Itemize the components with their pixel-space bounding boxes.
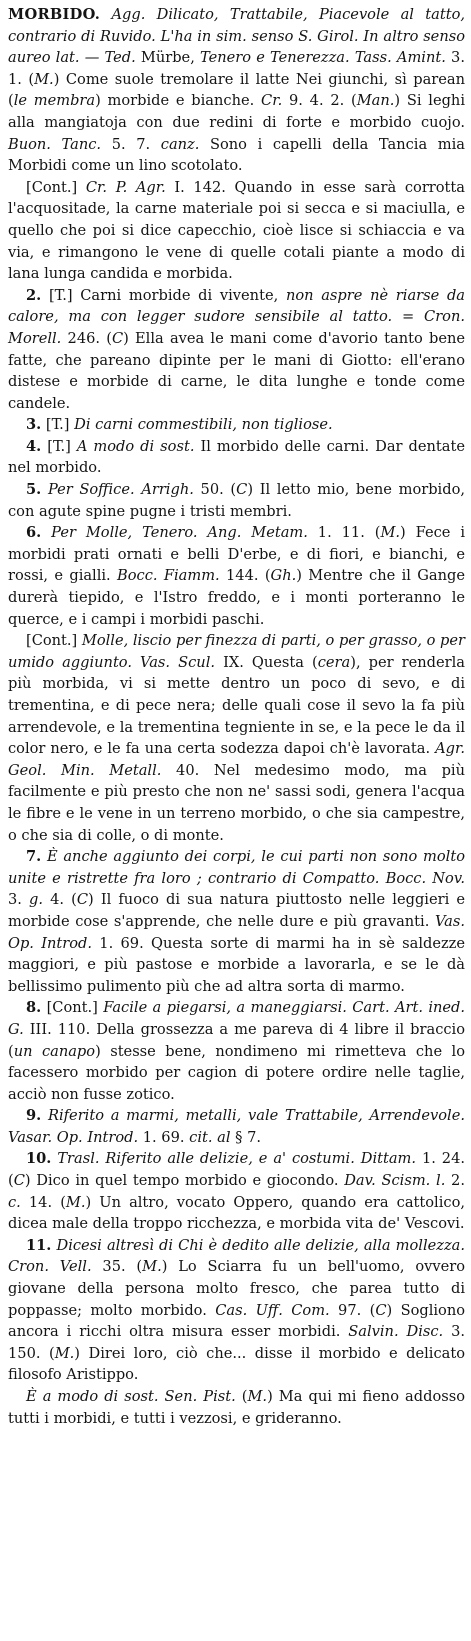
sense-4 xyxy=(8,436,465,479)
text-segment: ) Fece i morbidi prati ornati e belli D'erbe, e di fiori, e bianchi, e rossi, e gialli. xyxy=(8,524,466,585)
text-segment: ) Ma qui mi fieno addosso tutti i morbidi, e tutti i vezzosi, e grideranno. xyxy=(8,1388,465,1427)
text-segment: 1. 24. ( xyxy=(8,1150,465,1190)
text-segment: ), per renderla più morbida, vi si mette dentro un poco di sevo, e di trementina, e di pece nera; delle quali cose il sevo la fa più arrendevole, e la trementina tegniente in se, e la pece le da il color nero, e le fa una certa sodezza dapoi ch'è lavorata. xyxy=(8,653,465,758)
text-segment: Il morbido delle carni. Dar dentate nel morbido. xyxy=(8,437,465,477)
text-segment: ) Un altro, vocato Oppero, quando era cattolico, dicea male della troppo ricchezza, e morbida vita de' Vescovi. xyxy=(8,1193,465,1233)
text-segment: 1. 69. xyxy=(138,1128,190,1146)
sense-7 xyxy=(8,846,465,997)
text-segment: [Cont.] xyxy=(41,999,104,1017)
text-segment: 3. 1. ( xyxy=(8,49,465,88)
italic-segment: Bocc. Fiamm. xyxy=(117,567,220,585)
sense-number: 10. xyxy=(26,1150,52,1168)
italic-segment: non aspre nè riarse da calore, ma con legger sudore sensibile al tatto. = Cron. Morell. xyxy=(8,286,466,347)
text-segment: ) Mentre che il Gange durerà tiepido, e l'Istro freddo, e i monti porteranno le querce, e i campi i morbidi paschi. xyxy=(8,567,465,628)
italic-segment: Trasl. Riferito alle delizie, e a' costumi. Dittam. xyxy=(57,1150,417,1168)
text-segment: ) Il fuoco di sua natura piuttosto nelle leggieri e morbide cose s'apprende, che nelle dure e più gravanti. xyxy=(8,891,465,930)
sense-number: 11. xyxy=(26,1236,52,1254)
text-segment: 35. ( xyxy=(91,1258,143,1276)
text-segment: ( xyxy=(235,1388,248,1405)
text-segment: Mürbe, xyxy=(135,49,201,67)
citation-cont xyxy=(8,177,465,285)
text-segment: III. 110. Della grossezza a me pareva di 4 libre il braccio ( xyxy=(8,1020,465,1060)
sense-sost xyxy=(8,1386,465,1429)
text-segment: 1. 11. ( xyxy=(307,524,381,542)
italic-segment: Agg. Dilicato, Trattabile, Piacevole al tatto, contrario di Ruvido. L'ha in sim. senso S. Girol. In altro senso aureo lat. — Ted. xyxy=(8,6,465,67)
text-segment: 1. 69. Questa sorte di marmi ha in sè saldezze maggiori, e più pastose e morbide a lavorarla, e se le dà bellissimo pulimento più che ad altra sorta di marmo. xyxy=(8,934,465,995)
italic-segment: Per Soffice. Arrigh. xyxy=(47,481,194,499)
italic-segment: Man. xyxy=(356,92,395,110)
italic-segment: un canapo xyxy=(13,1042,96,1060)
italic-segment: A modo di sost. xyxy=(76,437,195,455)
italic-segment: C xyxy=(375,1301,387,1319)
italic-segment: M. xyxy=(247,1388,268,1405)
text-segment xyxy=(41,1107,48,1124)
text-segment: ) Dico in quel tempo morbido e giocondo. xyxy=(24,1172,345,1190)
entry-body xyxy=(8,4,465,1429)
text-segment: 246. ( xyxy=(61,329,112,347)
italic-segment: C xyxy=(111,329,124,347)
italic-segment: M. xyxy=(34,70,54,88)
text-segment: [Cont.] xyxy=(26,632,82,650)
sense-10 xyxy=(8,1148,465,1234)
italic-segment: Vas. Op. Introd. xyxy=(8,912,465,952)
text-segment: ) Come suole tremolare il latte Nei giunchi, sì parean ( xyxy=(8,70,465,110)
text-segment: IX. Questa ( xyxy=(215,653,318,671)
text-segment: 4. ( xyxy=(43,891,77,909)
italic-segment: M. xyxy=(142,1258,162,1276)
italic-segment: cera xyxy=(317,653,351,671)
citation-cont-molle xyxy=(8,630,465,846)
text-segment: 9. 4. 2. ( xyxy=(282,92,357,110)
sense-5 xyxy=(8,479,465,522)
italic-segment: Cas. Uff. Com. xyxy=(215,1301,330,1319)
sense-number: 5. xyxy=(26,481,42,499)
text-segment: 40. Nel medesimo modo, ma più facilmente e più presto che non ne' sassi sodi, genera l'acqua le fibre e le vene in un terreno morbido, o che sia campestre, o che sia di colle, o di monte. xyxy=(8,761,465,844)
text-segment: [T.] xyxy=(41,437,77,455)
italic-segment: Agr. Geol. Min. Metall. xyxy=(8,740,465,779)
italic-segment: Salvin. Disc. xyxy=(348,1323,444,1341)
text-segment: ) Il letto mio, bene morbido, con agute spine pugne i tristi membri. xyxy=(8,481,465,520)
italic-segment: C xyxy=(236,481,248,499)
italic-segment: M. xyxy=(54,1344,75,1362)
italic-segment: le membra xyxy=(13,92,96,110)
text-segment: 97. ( xyxy=(329,1301,376,1319)
italic-segment: Cr. xyxy=(261,92,283,110)
italic-segment: C xyxy=(13,1172,25,1190)
italic-segment: Tenero e Tenerezza. Tass. Amint. xyxy=(200,49,446,67)
text-segment: 144. ( xyxy=(219,567,271,585)
text-segment: 5. 7. xyxy=(101,135,161,153)
text-segment: § 7. xyxy=(230,1128,262,1146)
text-segment xyxy=(41,481,48,498)
italic-segment: Dav. Scism. l. xyxy=(344,1172,446,1190)
sense-number: 2. xyxy=(26,286,42,304)
italic-segment: cit. al xyxy=(189,1128,231,1146)
italic-segment: È anche aggiunto dei corpi, le cui parti non sono molto unite e ristrette fra loro ; contrario di Compatto. Bocc. Nov. xyxy=(8,848,466,887)
text-segment: ) Si leghi alla mangiatoja con due redini di forte e morbido cuojo. xyxy=(8,92,465,131)
text-segment: I. 142. Quando in esse sarà corrotta l'acquositade, la carne materiale poi si secca e si maciulla, e quello che poi si dice capecchio, cioè lisce si schiaccia e va via, e rimangono le vene di quelle cotali piante a modo di lana lunga candida e morbida. xyxy=(8,178,465,283)
text-segment: 50. ( xyxy=(193,481,237,499)
text-segment xyxy=(41,524,51,541)
italic-segment: M. xyxy=(380,524,401,542)
sense-8 xyxy=(8,997,465,1105)
text-segment: 14. ( xyxy=(20,1193,66,1211)
text-segment: [T.] Carni morbide di vivente, xyxy=(41,286,286,304)
sense-number: 3. xyxy=(26,416,42,434)
italic-segment: Facile a piegarsi, a maneggiarsi. Cart. Art. ined. G. xyxy=(8,999,466,1038)
italic-segment: g. xyxy=(29,891,44,909)
text-segment: 3. 150. ( xyxy=(8,1323,465,1362)
italic-segment: Cr. P. Agr. xyxy=(85,178,166,196)
text-segment: ) morbide e bianche. xyxy=(95,92,262,110)
italic-segment: È a modo di sost. Sen. Pist. xyxy=(26,1388,236,1405)
italic-segment: canz. xyxy=(160,135,200,153)
sense-number: 8. xyxy=(26,999,42,1017)
italic-segment: Per Molle, Tenero. Ang. Metam. xyxy=(51,524,308,542)
text-segment: Sono i capelli della Tancia mia Morbidi come un lino scotolato. xyxy=(8,135,465,175)
text-segment: 2. xyxy=(445,1172,465,1190)
italic-segment: Gh. xyxy=(270,567,297,585)
italic-segment: Riferito a marmi, metalli, vale Trattabile, Arrendevole. Vasar. Op. Introd. xyxy=(8,1107,466,1146)
sense-number: 4. xyxy=(26,437,42,455)
sense-number: 9. xyxy=(26,1107,42,1125)
sense-6 xyxy=(8,522,465,630)
text-segment: ) Direi loro, ciò che... disse il morbido e delicato filosofo Aristippo. xyxy=(8,1344,466,1384)
text-segment: [T.] xyxy=(41,416,75,434)
text-segment: 3. xyxy=(8,891,30,909)
sense-3 xyxy=(8,414,465,436)
entry-definition xyxy=(8,4,465,177)
sense-11 xyxy=(8,1235,465,1386)
italic-segment: M. xyxy=(65,1193,86,1211)
italic-segment: Di carni commestibili, non tigliose. xyxy=(74,416,333,434)
text-segment: ) Sogliono ancora i ricchi oltra misura esser morbidi. xyxy=(8,1301,466,1341)
sense-9 xyxy=(8,1105,465,1148)
sense-number: 7. xyxy=(26,848,42,866)
sense-2 xyxy=(8,285,465,415)
text-segment: ) Ella avea le mani come d'avorio tanto bene fatte, che pareano dipinte per le mani di Giotto: ell'erano distese e morbide di carne, le dita lunghe e tonde come candele. xyxy=(8,329,466,412)
italic-segment: Buon. Tanc. xyxy=(8,135,102,153)
headword: MORBIDO. xyxy=(8,6,101,23)
italic-segment: C xyxy=(76,891,89,909)
sense-number: 6. xyxy=(26,524,42,542)
italic-segment: Dicesi altresì di Chi è dedito alle delizie, alla mollezza. Cron. Vell. xyxy=(8,1236,465,1276)
text-segment: ) Lo Sciarra fu un bell'uomo, ovvero giovane della persona molto fresco, che parea tutto di poppasse; molto morbido. xyxy=(8,1258,465,1319)
text-segment: [Cont.] xyxy=(26,178,86,196)
italic-segment: Molle, liscio per finezza di parti, o per grasso, o per umido aggiunto. Vas. Scul. xyxy=(8,632,465,671)
italic-segment: c. xyxy=(8,1193,21,1211)
text-segment: ) stesse bene, nondimeno mi rimetteva che lo facessero morbido per cagion di potere ordire nelle taglie, acciò non fusse zotico. xyxy=(8,1042,465,1103)
